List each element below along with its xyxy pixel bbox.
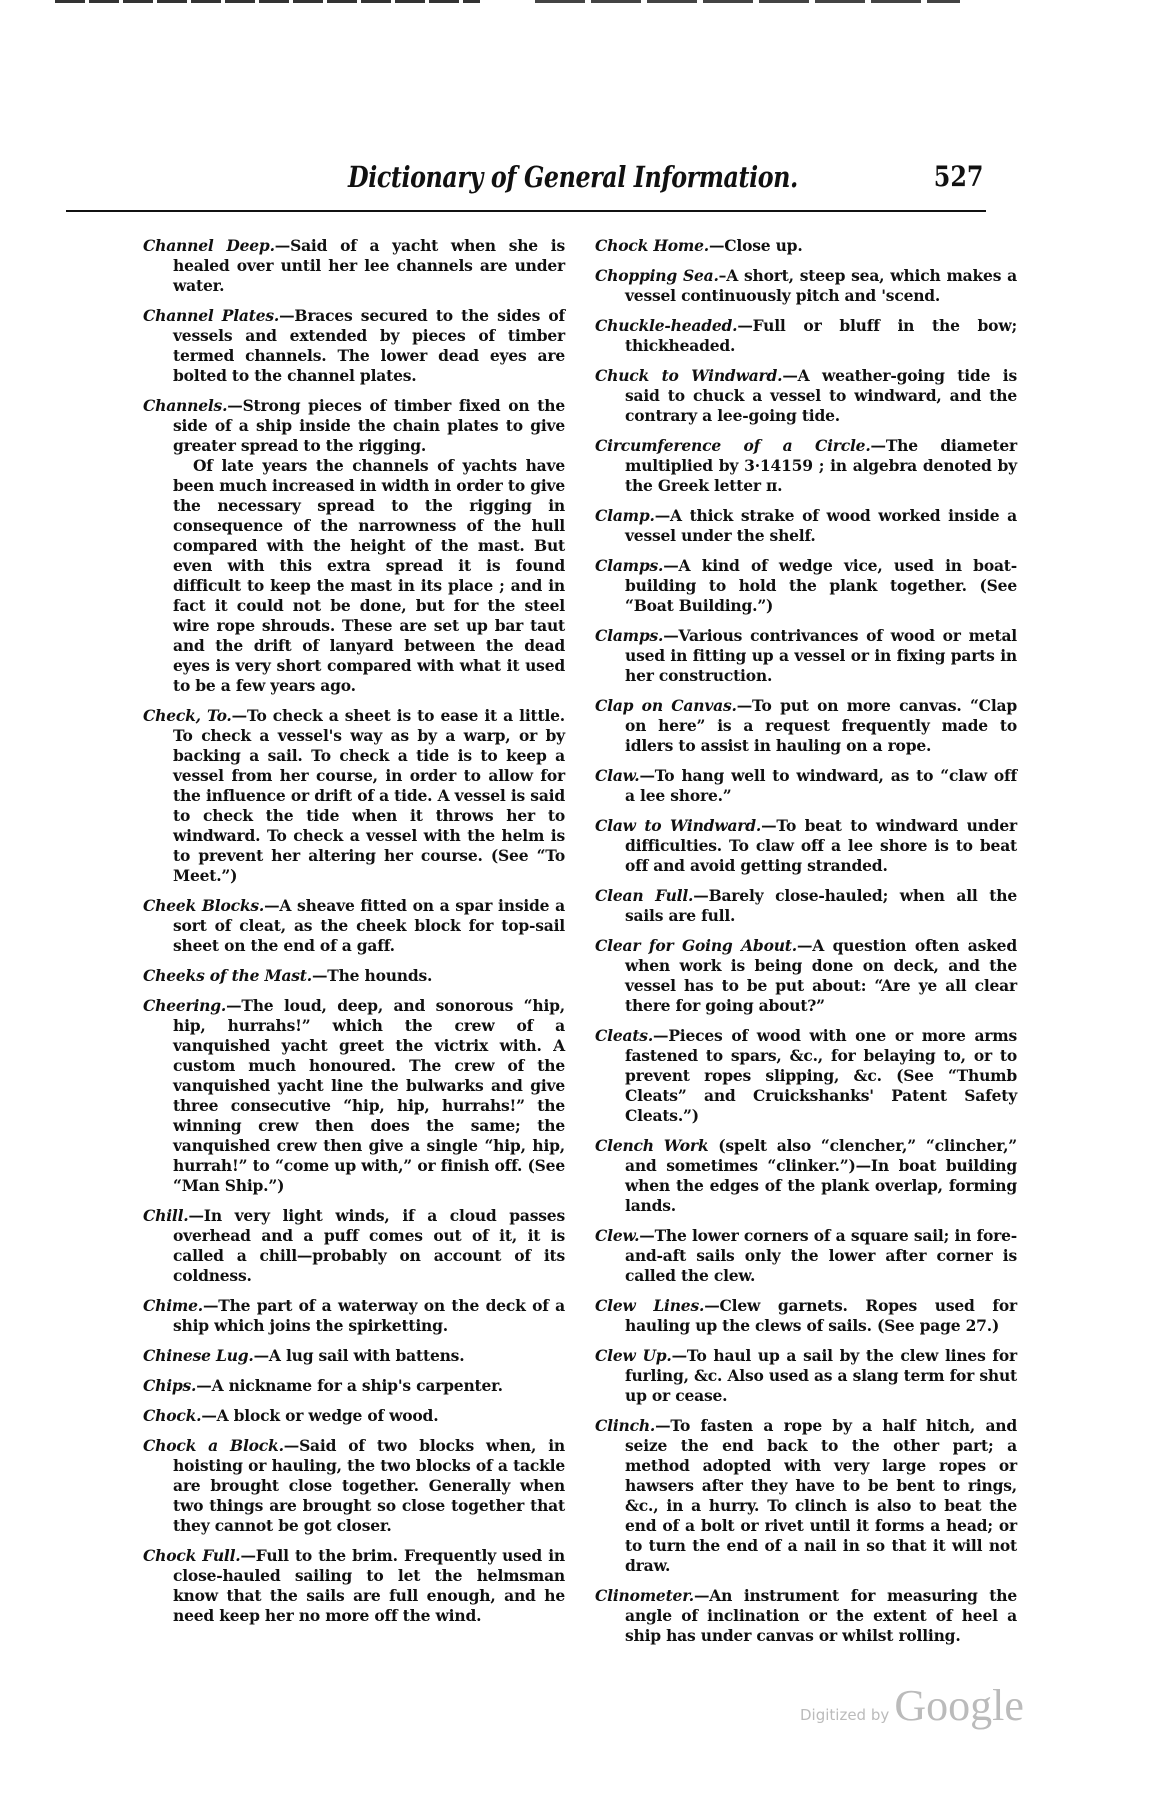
entry-definition: —Said of a yacht when she is healed over until her lee channels are under water. (173, 236, 566, 295)
entry-term: Clew. (595, 1226, 640, 1245)
entry-term: Chock a Block. (143, 1436, 284, 1455)
entry-definition: —A kind of wedge vice, used in boat-building to hold the plank together. (See “Boat Building.”) (625, 556, 1017, 615)
entry-term: Check, To. (143, 706, 232, 725)
entry-definition: —To put on more canvas. “Clap on here” is a request frequently made to idlers to assist in hauling on a rope. (625, 696, 1017, 755)
dictionary-entry (143, 396, 565, 696)
dictionary-entry (595, 1226, 1017, 1286)
entry-definition: —Various contrivances of wood or metal used in fitting up a vessel or in fixing parts in her construction. (625, 626, 1017, 685)
entry-term: Cleats. (595, 1026, 654, 1045)
entry-term: Clean Full. (595, 886, 694, 905)
dictionary-entry (143, 1376, 565, 1396)
dictionary-entry (143, 1346, 565, 1366)
dictionary-entry (595, 1416, 1017, 1576)
entry-term: Channels. (143, 396, 228, 415)
dictionary-entry (595, 696, 1017, 756)
entry-definition: —Pieces of wood with one or more arms fastened to spars, &c., for belaying to, or to prevent ropes slipping, &c. (See “Thumb Cleats” and Cruickshanks' Patent Safety Cleats.”) (625, 1026, 1017, 1125)
running-header (143, 160, 983, 200)
entry-definition: —Close up. (708, 236, 803, 255)
entry-term: Claw to Windward. (595, 816, 762, 835)
dictionary-entry (595, 556, 1017, 616)
entry-definition: —Full or bluff in the bow; thickheaded. (625, 316, 1017, 355)
entry-definition: —Braces secured to the sides of vessels and extended by pieces of timber termed channels. The lower dead eyes are bolted to the channel plates. (173, 306, 565, 385)
scan-edge-artifact (55, 0, 480, 3)
entry-term: Cheering. (143, 996, 227, 1015)
dictionary-entry (595, 1586, 1017, 1646)
entry-definition: —Full to the brim. Frequently used in close-hauled sailing to let the helmsman know that the sails are full enough, and he need keep her no more off the wind. (173, 1546, 566, 1625)
entry-term: Cheek Blocks. (143, 896, 265, 915)
entry-definition: —A sheave fitted on a spar inside a sort of cleat, as the cheek block for top-sail sheet on the end of a gaff. (173, 896, 565, 955)
entry-definition: —To fasten a rope by a half hitch, and seize the end back to the other part; a method adopted with very large ropes or hawsers after they have to be bent to rings, &c., in a hurry. To clinch is also to beat the end of a bolt or rivet until it forms a head; or to turn the end of a nail in so that it will not draw. (625, 1416, 1017, 1575)
entry-term: Chuck to Windward. (595, 366, 783, 385)
entry-term: Claw. (595, 766, 640, 785)
entry-term: Clamp. (595, 506, 655, 525)
entry-term: Chill. (143, 1206, 189, 1225)
entry-definition: —In very light winds, if a cloud passes overhead and a puff comes out of it, it is called a chill—probably on account of its coldness. (173, 1206, 565, 1285)
entry-term: Clench Work (595, 1136, 709, 1155)
dictionary-entry (143, 1206, 565, 1286)
entry-term: Clinch. (595, 1416, 656, 1435)
entry-definition: —Barely close-hauled; when all the sails are full. (625, 886, 1017, 925)
entry-term: Clap on Canvas. (595, 696, 737, 715)
entry-definition: —To hang well to windward, as to “claw off a lee shore.” (625, 766, 1017, 805)
dictionary-entry (143, 996, 565, 1196)
entry-definition: —A weather-going tide is said to chuck a vessel to windward, and the contrary a lee-going tide. (625, 366, 1017, 425)
dictionary-entry (595, 936, 1017, 1016)
entry-definition: –A short, steep sea, which makes a vessel continuously pitch and 'scend. (625, 266, 1018, 305)
dictionary-entry (143, 306, 565, 386)
scan-edge-artifact (535, 0, 960, 3)
entry-definition: —A block or wedge of wood. (201, 1406, 439, 1425)
entry-term: Chock Full. (143, 1546, 241, 1565)
entry-definition: —The hounds. (311, 966, 433, 985)
entry-term: Clew Up. (595, 1346, 672, 1365)
dictionary-entry (595, 1136, 1017, 1216)
dictionary-entry (595, 316, 1017, 356)
entry-definition: —A lug sail with battens. (253, 1346, 465, 1365)
entry-term: Clamps. (595, 626, 664, 645)
dictionary-entry (143, 706, 565, 886)
dictionary-entry (595, 1296, 1017, 1336)
entry-term: Circumference of a Circle. (595, 436, 871, 455)
digitized-by-google-watermark (800, 1680, 1024, 1731)
entry-definition: —The part of a waterway on the deck of a ship which joins the spirketting. (173, 1296, 565, 1335)
entry-term: Channel Deep. (143, 236, 275, 255)
entry-definition: —A question often asked when work is being done on deck, and the vessel has to be put about: “Are ye all clear there for going about?” (625, 936, 1017, 1015)
dictionary-entry (143, 236, 565, 296)
header-rule (66, 210, 986, 212)
dictionary-entry (595, 236, 1017, 256)
page-title: Dictionary of General Information. (348, 160, 798, 194)
entry-definition: —The loud, deep, and sonorous “hip, hip, hurrahs!” which the crew of a vanquished yacht greet the victrix with. A custom much honoured. The crew of the vanquished yacht line the bulwarks and give three consecutive “hip, hip, hurrahs!” the winning crew then does the same; the vanquished crew then give a single “hip, hip, hurrah!” to “come up with,” or finish off. (See “Man Ship.”) (173, 996, 565, 1195)
entry-definition: —Strong pieces of timber fixed on the side of a ship inside the chain plates to give greater spread to the rigging. (173, 396, 565, 455)
entry-paragraph: Of late years the channels of yachts have been much increased in width in order to give the necessary spread to the rigging in consequence of the narrowness of the hull compared with the height of the mast. But even with this extra spread it is found difficult to keep the mast in its place ; and in fact it could not be done, but for the steel wire rope shrouds. These are set up bar taut and the drift of lanyard between the dead eyes is very short compared with what it used to be a few years ago. (173, 456, 565, 695)
entry-definition: —The diameter multiplied by 3·14159 ; in algebra denoted by the Greek letter π. (625, 436, 1018, 495)
right-column (595, 236, 1017, 1656)
google-logo: Google (894, 1681, 1024, 1730)
entry-term: Chinese Lug. (143, 1346, 254, 1365)
dictionary-entry (595, 266, 1017, 306)
dictionary-entry (595, 626, 1017, 686)
entry-term: Clew Lines. (595, 1296, 705, 1315)
entry-term: Chuckle-headed. (595, 316, 738, 335)
entry-term: Chock. (143, 1406, 202, 1425)
left-column (143, 236, 565, 1636)
dictionary-entry (143, 1406, 565, 1426)
dictionary-entry (595, 506, 1017, 546)
entry-term: Clamps. (595, 556, 664, 575)
dictionary-entry (595, 1026, 1017, 1126)
entry-term: Cheeks of the Mast. (143, 966, 312, 985)
dictionary-entry (143, 966, 565, 986)
entry-term: Clear for Going About. (595, 936, 797, 955)
entry-definition: —To beat to windward under difficulties. To claw off a lee shore is to beat off and avoid getting stranded. (625, 816, 1017, 875)
dictionary-entry (595, 816, 1017, 876)
entry-term: Chips. (143, 1376, 197, 1395)
dictionary-entry (143, 896, 565, 956)
dictionary-entry (595, 766, 1017, 806)
entry-definition: —Clew garnets. Ropes used for hauling up the clews of sails. (See page 27.) (625, 1296, 1017, 1335)
entry-definition: —To haul up a sail by the clew lines for furling, &c. Also used as a slang term for shut up or cease. (625, 1346, 1017, 1405)
dictionary-entry (595, 1346, 1017, 1406)
dictionary-entry (143, 1546, 565, 1626)
entry-definition: —An instrument for measuring the angle of inclination or the extent of heel a ship has under canvas or whilst rolling. (625, 1586, 1017, 1645)
dictionary-entry (595, 366, 1017, 426)
entry-term: Chime. (143, 1296, 203, 1315)
entry-definition: —The lower corners of a square sail; in fore-and-aft sails only the lower after corner is called the clew. (625, 1226, 1017, 1285)
entry-definition: —A nickname for a ship's carpenter. (196, 1376, 503, 1395)
entry-term: Chock Home. (595, 236, 709, 255)
watermark-prefix: Digitized by (800, 1706, 890, 1724)
dictionary-entry (143, 1296, 565, 1336)
entry-definition: —To check a sheet is to ease it a little. To check a vessel's way as by a warp, or by backing a sail. To check a tide is to keep a vessel from her course, in order to allow for the influence or drift of a tide. A vessel is said to check the tide when it throws her to windward. To check a vessel with the helm is to prevent her altering her course. (See “To Meet.”) (173, 706, 565, 885)
entry-term: Clinometer. (595, 1586, 694, 1605)
dictionary-entry (143, 1436, 565, 1536)
dictionary-entry (595, 436, 1017, 496)
entry-term: Channel Plates. (143, 306, 280, 325)
dictionary-entry (595, 886, 1017, 926)
entry-definition: —A thick strake of wood worked inside a vessel under the shelf. (625, 506, 1017, 545)
entry-definition: —Said of two blocks when, in hoisting or hauling, the two blocks of a tackle are brought close together. Generally when two things are brought so close together that they cannot be got closer. (173, 1436, 565, 1535)
page-number: 527 (933, 160, 983, 193)
entry-definition: (spelt also “clencher,” “clincher,” and sometimes “clinker.”)—In boat building when the edges of the plank overlap, forming lands. (625, 1136, 1017, 1215)
entry-term: Chopping Sea. (595, 266, 719, 285)
